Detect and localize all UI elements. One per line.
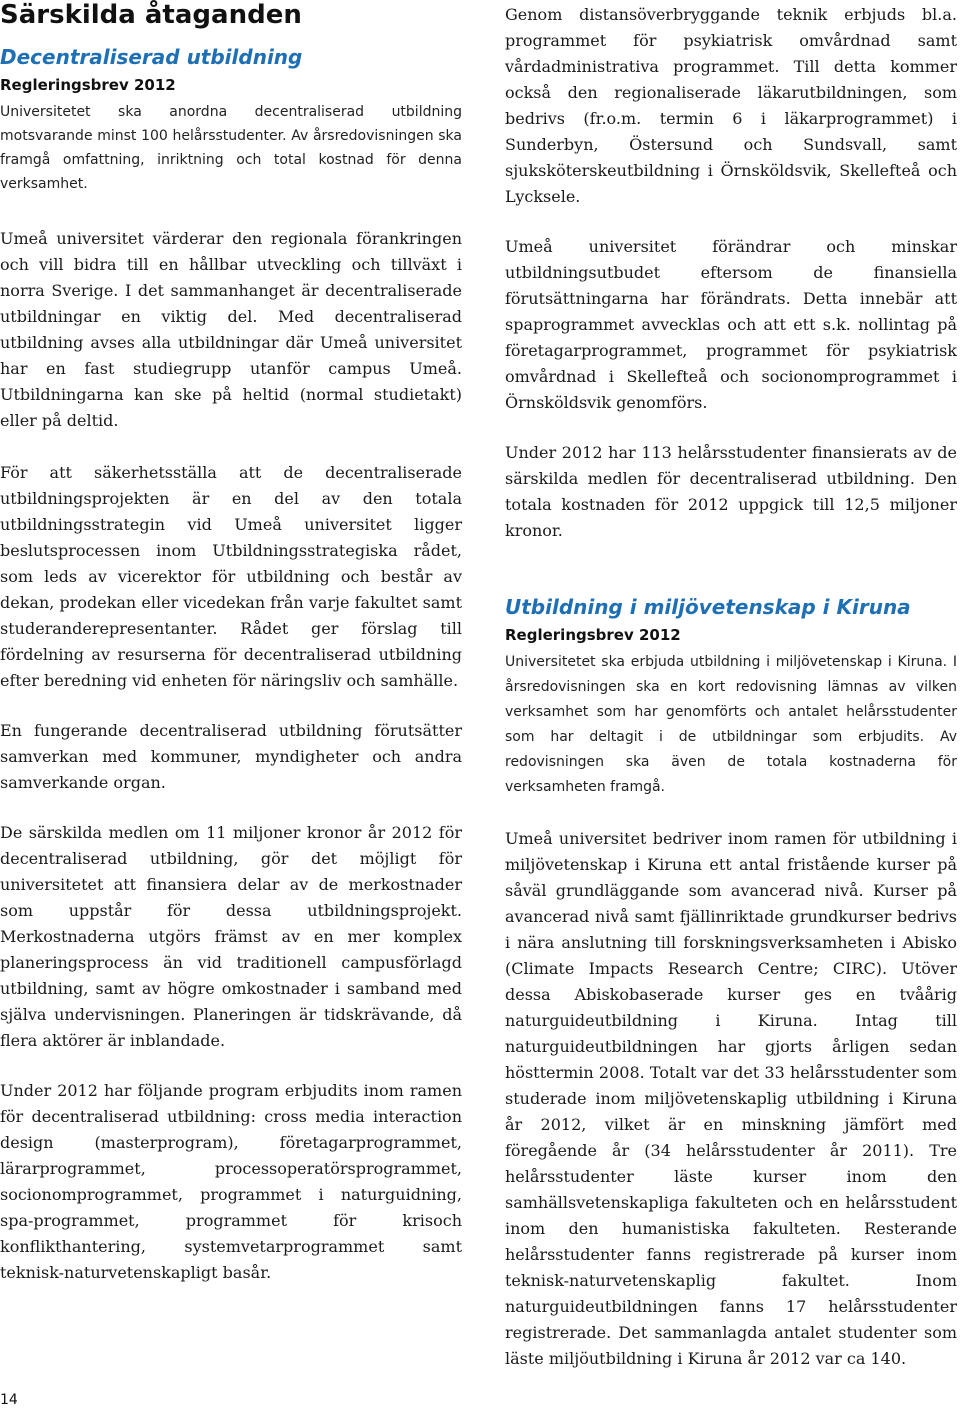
page-title: Särskilda åtaganden <box>0 0 302 30</box>
section-subtitle-regleringsbrev: Regleringsbrev 2012 <box>0 76 176 94</box>
paragraph: Under 2012 har 113 helårsstudenter finansierats av de särskilda medlen för decentraliserad utbildning. Den totala kostnaden för 2012 uppgick till 12,5 miljoner kronor. <box>505 443 957 540</box>
regleringsbrev-text: Universitetet ska anordna decentraliserad utbildning motsvarande minst 100 helårsstudenter. Av årsredovisningen ska framgå omfattning, inriktning och total kostnad för denna verksamhet. <box>0 104 462 192</box>
paragraph: Genom distansöverbryggande teknik erbjuds bl.a. programmet för psykiatrisk omvårdnad samt vårdadministrativa programmet. Till detta kommer också den regionaliserade läkarutbildningen, som bedrivs (fr.o.m. termin 6 i läkarprogrammet) i Sunderbyn, Östersund och Sundsvall, samt sjuksköterskeutbildning i Örnsköldsvik, Skellefteå och Lycksele. <box>505 5 957 206</box>
paragraph: För att säkerhetsställa att de decentraliserade utbildningsprojekten är en del av den totala utbildningsstrategin vid Umeå universitet ligger beslutsprocessen inom Utbildningsstrategiska rådet, som leds av vicerektor för utbildning och består av dekan, prodekan eller vicedekan från varje fakultet samt studeranderepresentanter. Rådet ger förslag till fördelning av resurserna för decentraliserad utbildning efter beredning vid enheten för näringsliv och samhälle. <box>0 463 462 690</box>
section-subtitle-regleringsbrev: Regleringsbrev 2012 <box>505 626 681 644</box>
paragraph: De särskilda medlen om 11 miljoner kronor år 2012 för decentraliserad utbildning, gör det möjligt för universitetet att finansiera delar av de merkostnader som uppstår för dessa utbildningsprojekt. Merkostnaderna utgörs främst av en mer komplex planeringsprocess än vid traditionell campusförlagd utbildning, samt av högre omkostnader i samband med själva undervisningen. Planeringen är tidskrävande, då flera aktörer är inblandade. <box>0 823 462 1050</box>
regleringsbrev-text: Universitetet ska erbjuda utbildning i miljövetenskap i Kiruna. I årsredovisningen ska en kort redovisning lämnas av vilken verksamhet som har genomförts och antalet helårsstudenter som har deltagit i de utbildningar som erbjudits. Av redovisningen ska även de totala kostnaderna för verksamheten framgå. <box>505 654 957 795</box>
page-number: 14 <box>0 1392 18 1408</box>
section-title-kiruna: Utbildning i miljövetenskap i Kiruna <box>505 595 911 619</box>
paragraph: Umeå universitet förändrar och minskar utbildningsutbudet eftersom de finansiella förutsättningarna har förändrats. Detta innebär att spaprogrammet avvecklas och att ett s.k. nollintag på företagarprogrammet, programmet för psykiatrisk omvårdnad i Skellefteå och socionomprogrammet i Örnsköldsvik genomförs. <box>505 237 957 412</box>
paragraph: Umeå universitet värderar den regionala förankringen och vill bidra till en hållbar utveckling och tillväxt i norra Sverige. I det sammanhanget är decentraliserade utbildningar en viktig del. Med decentraliserad utbildning avses alla utbildningar där Umeå universitet har en fast studiegrupp utanför campus Umeå. Utbildningarna kan ske på heltid (normal studietakt) eller på deltid. <box>0 229 462 430</box>
paragraph: En fungerande decentraliserad utbildning förutsätter samverkan med kommuner, myndigheter och andra samverkande organ. <box>0 721 462 792</box>
left-column <box>0 0 462 1286</box>
paragraph: Umeå universitet bedriver inom ramen för utbildning i miljövetenskap i Kiruna ett antal fristående kurser på såväl grundläggande som avancerad nivå. Kurser på avancerad nivå samt fjällinriktade grundkurser bedrivs i nära anslutning till forskningsverksamheten i Abisko (Climate Impacts Research Centre; CIRC). Utöver dessa Abiskobaserade kurser ges en tvåårig naturguideutbildning i Kiruna. Intag till naturguideutbildningen har gjorts årligen sedan hösttermin 2008. Totalt var det 33 helårsstudenter som studerade inom miljövetenskaplig utbildning i Kiruna år 2012, vilket är en minskning jämfört med föregående år (34 helårsstudenter år 2011). Tre helårsstudenter läste kurser inom den samhällsvetenskapliga fakulteten och en helårsstudent inom den humanistiska fakulteten. Resterande helårsstudenter fanns registrerade på kurser inom teknisk-naturvetenskaplig fakultet. Inom naturguideutbildningen fanns 17 helårsstudenter registrerade. Det sammanlagda antalet studenter som läste miljöutbildning i Kiruna år 2012 var ca 140. <box>505 829 957 1368</box>
right-column <box>505 0 957 1372</box>
section-title-decentraliserad: Decentraliserad utbildning <box>0 45 303 69</box>
paragraph: Under 2012 har följande program erbjudits inom ramen för decentraliserad utbildning: cross media interaction design (masterprogram), företagarprogrammet, lärarprogrammet, processoperatörsprogrammet, socionomprogrammet, programmet i naturguidning, spa-programmet, programmet för krisoch konflikthantering, systemvetarprogrammet samt teknisk-naturvetenskapligt basår. <box>0 1081 462 1282</box>
